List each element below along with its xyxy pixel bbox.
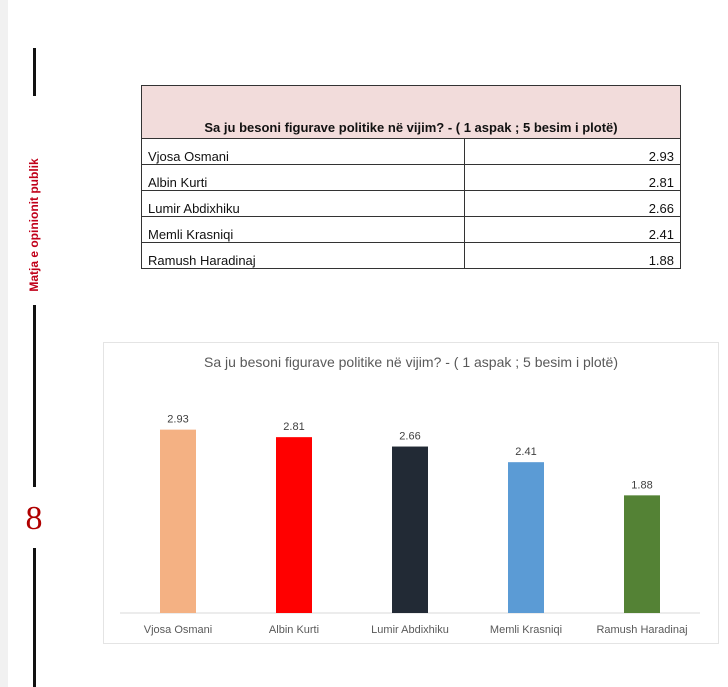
data-label-1: 2.81 [283, 421, 305, 434]
margin-rule-top [33, 48, 36, 96]
category-label-1: Albin Kurti [268, 624, 320, 636]
bar-2 [392, 447, 428, 613]
bar-0 [160, 430, 196, 613]
table-row [142, 217, 681, 243]
bar-chart [103, 342, 719, 644]
table-cell-value: 2.41 [465, 217, 681, 243]
table-cell-name: Memli Krasniqi [142, 217, 465, 243]
sidebar-title: Matja e opinionit publik [27, 158, 41, 292]
results-table [141, 85, 681, 269]
table-cell-name: Vjosa Osmani [142, 139, 465, 165]
table-header: Sa ju besoni figurave politike në vijim? - ( 1 aspak ; 5 besim i plotë) [142, 86, 681, 139]
data-label-3: 2.41 [515, 446, 537, 459]
data-label-2: 2.66 [399, 430, 421, 443]
table-row [142, 165, 681, 191]
table-row [142, 139, 681, 165]
table-row [142, 243, 681, 269]
bar-3 [508, 462, 544, 613]
category-label-2: Lumir Abdixhiku [371, 624, 449, 636]
page-edge [0, 0, 8, 687]
table-cell-value: 2.93 [465, 139, 681, 165]
bar-4 [624, 495, 660, 613]
page-number: 8 [25, 500, 43, 537]
table-cell-name: Albin Kurti [142, 165, 465, 191]
category-label-0: Vjosa Osmani [143, 624, 213, 636]
table-row [142, 191, 681, 217]
margin-rule-bottom [33, 548, 36, 687]
chart-title: Sa ju besoni figurave politike në vijim? - ( 1 aspak ; 5 besim i plotë) [204, 354, 618, 370]
table-cell-value: 2.66 [465, 191, 681, 217]
chart-plot [104, 343, 718, 643]
table-cell-name: Ramush Haradinaj [142, 243, 465, 269]
table-cell-value: 1.88 [465, 243, 681, 269]
category-label-4: Ramush Haradinaj [596, 624, 688, 636]
table-cell-value: 2.81 [465, 165, 681, 191]
bar-1 [276, 437, 312, 613]
table-cell-name: Lumir Abdixhiku [142, 191, 465, 217]
margin-rule-mid [33, 305, 36, 487]
category-label-3: Memli Krasniqi [489, 624, 563, 636]
table-header-row [142, 86, 681, 139]
data-label-0: 2.93 [167, 413, 189, 426]
data-label-4: 1.88 [631, 479, 653, 492]
